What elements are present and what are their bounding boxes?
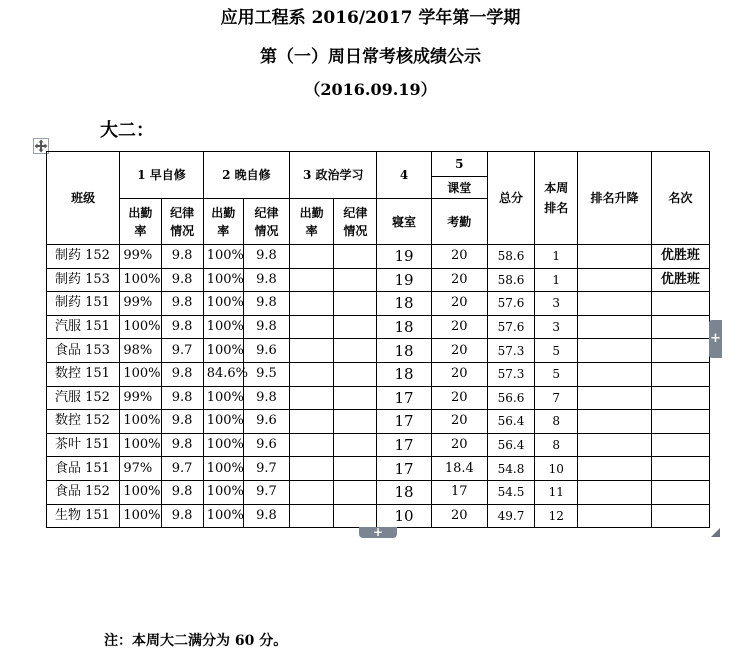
row-politics-attendance — [290, 339, 334, 363]
row-rank-change — [578, 245, 651, 269]
header-class-number: 5 — [431, 152, 487, 177]
row-rank-change — [578, 480, 651, 504]
header-politics-attendance-text: 出勤率 — [299, 205, 324, 238]
row-rank-change — [578, 457, 651, 481]
resize-corner-icon[interactable] — [711, 528, 720, 537]
table-row — [47, 268, 710, 292]
scores-table — [46, 151, 710, 528]
row-politics-attendance — [290, 362, 334, 386]
row-honor: 优胜班 — [651, 245, 709, 269]
header-evening-discipline — [243, 199, 289, 245]
row-rank: 10 — [535, 457, 578, 481]
row-evening-attendance: 100% — [203, 268, 243, 292]
row-morning-attendance: 100% — [120, 362, 161, 386]
row-kaoqin: 20 — [431, 504, 487, 528]
row-rank-change — [578, 433, 651, 457]
row-honor — [651, 410, 709, 434]
header-morning-discipline — [161, 199, 203, 245]
row-rank: 3 — [535, 315, 578, 339]
row-rank: 5 — [535, 339, 578, 363]
row-morning-attendance: 100% — [120, 504, 161, 528]
row-honor — [651, 504, 709, 528]
row-morning-attendance: 97% — [120, 457, 161, 481]
row-evening-discipline: 9.7 — [243, 457, 289, 481]
row-total: 49.7 — [487, 504, 534, 528]
header-evening-attendance-text: 出勤率 — [211, 205, 236, 238]
header-evening-attendance — [203, 199, 243, 245]
header-politics-attendance — [290, 199, 334, 245]
row-dorm: 19 — [377, 245, 431, 269]
row-dorm: 18 — [377, 339, 431, 363]
row-class: 数控 152 — [47, 410, 120, 434]
table-row — [47, 362, 710, 386]
header-morning-attendance — [120, 199, 161, 245]
row-morning-attendance: 100% — [120, 480, 161, 504]
header-dorm-number: 4 — [377, 152, 431, 199]
header-total: 总分 — [487, 152, 534, 245]
row-total: 57.6 — [487, 315, 534, 339]
header-morning-discipline-text: 纪律情况 — [170, 205, 195, 238]
row-honor — [651, 480, 709, 504]
row-evening-discipline: 9.6 — [243, 433, 289, 457]
row-morning-discipline: 9.8 — [161, 480, 203, 504]
row-rank-change — [578, 315, 651, 339]
row-evening-attendance: 100% — [203, 386, 243, 410]
row-evening-attendance: 100% — [203, 292, 243, 316]
add-column-button[interactable]: + — [709, 320, 722, 358]
row-morning-discipline: 9.8 — [161, 504, 203, 528]
add-row-button[interactable]: + — [359, 527, 397, 538]
row-evening-attendance: 100% — [203, 457, 243, 481]
header-rank-change: 排名升降 — [578, 152, 651, 245]
row-dorm: 17 — [377, 457, 431, 481]
row-class: 食品 151 — [47, 457, 120, 481]
row-kaoqin: 20 — [431, 410, 487, 434]
row-rank: 7 — [535, 386, 578, 410]
row-rank: 8 — [535, 433, 578, 457]
row-rank: 3 — [535, 292, 578, 316]
row-kaoqin: 20 — [431, 292, 487, 316]
row-politics-discipline — [334, 315, 377, 339]
row-evening-attendance: 100% — [203, 504, 243, 528]
row-politics-discipline — [334, 292, 377, 316]
table-row — [47, 433, 710, 457]
row-morning-discipline: 9.8 — [161, 410, 203, 434]
row-politics-discipline — [334, 480, 377, 504]
row-morning-discipline: 9.8 — [161, 268, 203, 292]
row-politics-discipline — [334, 433, 377, 457]
row-politics-attendance — [290, 410, 334, 434]
header-kaoqin: 考勤 — [431, 199, 487, 245]
row-honor — [651, 433, 709, 457]
row-morning-attendance: 100% — [120, 268, 161, 292]
row-honor — [651, 386, 709, 410]
header-week-rank-text: 本周排名 — [544, 181, 569, 215]
row-kaoqin: 20 — [431, 245, 487, 269]
row-kaoqin: 20 — [431, 268, 487, 292]
row-politics-discipline — [334, 457, 377, 481]
row-evening-attendance: 100% — [203, 410, 243, 434]
row-rank-change — [578, 268, 651, 292]
row-kaoqin: 20 — [431, 362, 487, 386]
row-dorm: 17 — [377, 410, 431, 434]
row-kaoqin: 20 — [431, 386, 487, 410]
row-morning-attendance: 100% — [120, 315, 161, 339]
row-politics-attendance — [290, 433, 334, 457]
row-class: 数控 151 — [47, 362, 120, 386]
row-morning-attendance: 100% — [120, 433, 161, 457]
row-evening-discipline: 9.7 — [243, 480, 289, 504]
header-honor: 名次 — [651, 152, 709, 245]
section-subheading: 大二： — [100, 120, 154, 141]
row-rank: 1 — [535, 268, 578, 292]
row-class: 制药 153 — [47, 268, 120, 292]
row-kaoqin: 20 — [431, 433, 487, 457]
row-honor — [651, 315, 709, 339]
row-politics-attendance — [290, 315, 334, 339]
row-politics-discipline — [334, 245, 377, 269]
row-dorm: 17 — [377, 386, 431, 410]
row-class: 汽服 152 — [47, 386, 120, 410]
row-politics-discipline — [334, 410, 377, 434]
row-honor — [651, 292, 709, 316]
row-rank: 12 — [535, 504, 578, 528]
row-total: 58.6 — [487, 245, 534, 269]
row-total: 54.5 — [487, 480, 534, 504]
row-evening-discipline: 9.8 — [243, 315, 289, 339]
row-politics-attendance — [290, 457, 334, 481]
row-honor — [651, 339, 709, 363]
row-class: 茶叶 151 — [47, 433, 120, 457]
row-dorm: 18 — [377, 362, 431, 386]
row-kaoqin: 17 — [431, 480, 487, 504]
row-politics-attendance — [290, 245, 334, 269]
row-honor — [651, 457, 709, 481]
row-politics-attendance — [290, 292, 334, 316]
row-honor: 优胜班 — [651, 268, 709, 292]
row-politics-attendance — [290, 386, 334, 410]
table-row — [47, 386, 710, 410]
row-rank: 8 — [535, 410, 578, 434]
row-kaoqin: 18.4 — [431, 457, 487, 481]
row-politics-attendance — [290, 480, 334, 504]
row-total: 54.8 — [487, 457, 534, 481]
row-dorm: 18 — [377, 315, 431, 339]
row-total: 56.4 — [487, 410, 534, 434]
header-evening-study: 2 晚自修 — [203, 152, 289, 199]
row-politics-discipline — [334, 268, 377, 292]
row-kaoqin: 20 — [431, 315, 487, 339]
header-politics-discipline-text: 纪律情况 — [343, 205, 368, 238]
header-morning-attendance-text: 出勤率 — [128, 205, 153, 238]
header-politics-discipline — [334, 199, 377, 245]
row-dorm: 19 — [377, 268, 431, 292]
row-politics-discipline — [334, 504, 377, 528]
row-dorm: 18 — [377, 480, 431, 504]
row-evening-attendance: 100% — [203, 315, 243, 339]
row-morning-discipline: 9.8 — [161, 433, 203, 457]
row-rank-change — [578, 339, 651, 363]
row-dorm: 10 — [377, 504, 431, 528]
row-total: 56.6 — [487, 386, 534, 410]
row-evening-discipline: 9.8 — [243, 504, 289, 528]
header-class: 班级 — [47, 152, 120, 245]
row-evening-discipline: 9.6 — [243, 339, 289, 363]
row-evening-discipline: 9.8 — [243, 386, 289, 410]
row-class: 制药 152 — [47, 245, 120, 269]
title-date: （2016.09.19） — [304, 80, 437, 99]
table-row — [47, 315, 710, 339]
row-rank-change — [578, 362, 651, 386]
row-morning-discipline: 9.8 — [161, 315, 203, 339]
row-rank-change — [578, 410, 651, 434]
row-rank: 1 — [535, 245, 578, 269]
header-evening-discipline-text: 纪律情况 — [254, 205, 279, 238]
row-class: 汽服 151 — [47, 315, 120, 339]
row-evening-discipline: 9.5 — [243, 362, 289, 386]
row-evening-attendance: 100% — [203, 433, 243, 457]
row-class: 制药 151 — [47, 292, 120, 316]
footnote: 注：本周大二满分为 60 分。 — [104, 633, 288, 649]
row-evening-attendance: 100% — [203, 480, 243, 504]
row-evening-attendance: 100% — [203, 339, 243, 363]
table-row — [47, 410, 710, 434]
row-rank-change — [578, 504, 651, 528]
row-evening-discipline: 9.8 — [243, 245, 289, 269]
row-total: 58.6 — [487, 268, 534, 292]
row-honor — [651, 362, 709, 386]
table-row — [47, 457, 710, 481]
row-evening-discipline: 9.6 — [243, 410, 289, 434]
row-dorm: 17 — [377, 433, 431, 457]
row-politics-discipline — [334, 386, 377, 410]
row-politics-discipline — [334, 339, 377, 363]
header-classroom: 课堂 — [431, 177, 487, 199]
header-morning-study: 1 早自修 — [120, 152, 203, 199]
row-morning-attendance: 99% — [120, 245, 161, 269]
row-total: 56.4 — [487, 433, 534, 457]
table-row — [47, 292, 710, 316]
row-rank-change — [578, 292, 651, 316]
table-row — [47, 339, 710, 363]
row-dorm: 18 — [377, 292, 431, 316]
table-row — [47, 480, 710, 504]
row-evening-attendance: 100% — [203, 245, 243, 269]
row-total: 57.3 — [487, 362, 534, 386]
row-morning-discipline: 9.7 — [161, 339, 203, 363]
header-week-rank — [535, 152, 578, 245]
row-rank: 11 — [535, 480, 578, 504]
header-politics-study: 3 政治学习 — [290, 152, 377, 199]
row-morning-discipline: 9.8 — [161, 362, 203, 386]
title-line-2: 第（一）周日常考核成绩公示 — [260, 47, 481, 67]
row-morning-discipline: 9.7 — [161, 457, 203, 481]
row-total: 57.6 — [487, 292, 534, 316]
row-politics-attendance — [290, 268, 334, 292]
row-morning-discipline: 9.8 — [161, 292, 203, 316]
row-class: 食品 152 — [47, 480, 120, 504]
row-class: 食品 153 — [47, 339, 120, 363]
row-evening-discipline: 9.8 — [243, 268, 289, 292]
row-rank: 5 — [535, 362, 578, 386]
header-dorm: 寝室 — [377, 199, 431, 245]
row-morning-attendance: 98% — [120, 339, 161, 363]
row-rank-change — [578, 386, 651, 410]
row-class: 生物 151 — [47, 504, 120, 528]
title-line-1: 应用工程系 2016/2017 学年第一学期 — [220, 8, 521, 28]
table-row — [47, 245, 710, 269]
row-morning-attendance: 99% — [120, 292, 161, 316]
row-morning-attendance: 99% — [120, 386, 161, 410]
row-kaoqin: 20 — [431, 339, 487, 363]
row-morning-attendance: 100% — [120, 410, 161, 434]
row-morning-discipline: 9.8 — [161, 386, 203, 410]
row-evening-discipline: 9.8 — [243, 292, 289, 316]
row-evening-attendance: 84.6% — [203, 362, 243, 386]
row-politics-discipline — [334, 362, 377, 386]
row-total: 57.3 — [487, 339, 534, 363]
row-politics-attendance — [290, 504, 334, 528]
row-morning-discipline: 9.8 — [161, 245, 203, 269]
